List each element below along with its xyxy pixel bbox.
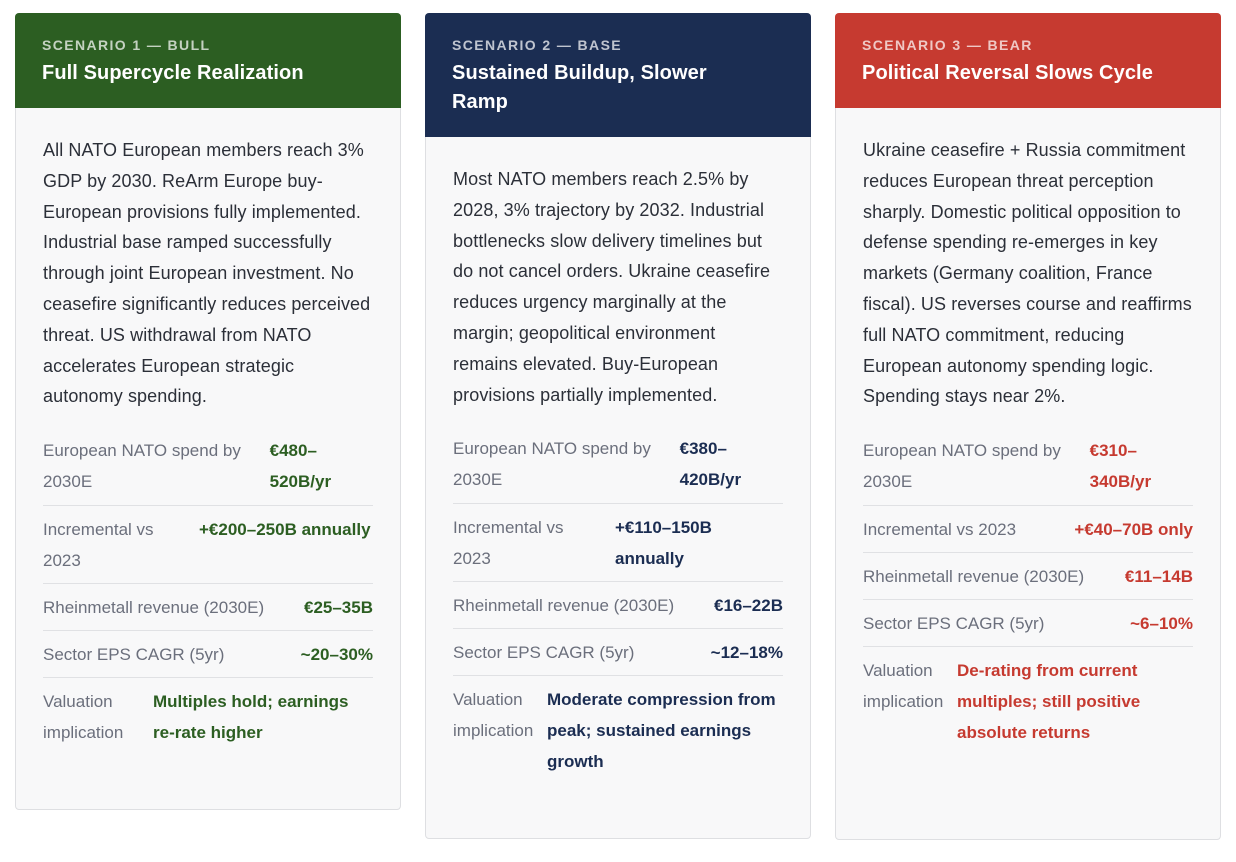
metric-row-spend	[863, 433, 1193, 506]
metric-label: European NATO spend by 2030E	[863, 441, 1061, 492]
metric-label: Sector EPS CAGR (5yr)	[453, 643, 635, 663]
metric-value: ~20–30%	[300, 645, 373, 665]
scenario-eyebrow: SCENARIO 2 — BASE	[452, 37, 623, 53]
metric-row-revenue	[43, 584, 373, 631]
metrics-list	[43, 433, 373, 755]
scenario-description: Ukraine ceasefire + Russia commitment reduces European threat perception sharply. Domestic political opposition to defense spending re-emerges in key markets (Germany coalition, France fiscal). US reverses course and reaffirms full NATO commitment, reducing European autonomy spending logic. Spending stays near 2%.	[863, 140, 1192, 407]
metric-value: ~6–10%	[1130, 614, 1193, 634]
scenario-title: Sustained Buildup, Slower Ramp	[452, 62, 707, 113]
metric-value: +€40–70B only	[1074, 520, 1193, 540]
metric-value: Multiples hold; earnings re-rate higher	[153, 692, 349, 743]
metric-value: Moderate compression from peak; sustained earnings growth	[547, 690, 776, 772]
metric-row-revenue	[863, 553, 1193, 600]
metric-value: €310–340B/yr	[1089, 441, 1152, 492]
scenario-eyebrow: SCENARIO 1 — BULL	[42, 37, 211, 53]
metric-label: Rheinmetall revenue (2030E)	[43, 598, 265, 618]
metric-value: €480–520B/yr	[269, 441, 332, 492]
metric-label: Valuation implication	[863, 661, 944, 712]
metric-label: Rheinmetall revenue (2030E)	[863, 567, 1085, 587]
metric-value: De-rating from current multiples; still positive absolute returns	[957, 661, 1141, 743]
metric-row-incremental	[43, 506, 373, 584]
metric-row-valuation	[863, 647, 1193, 755]
scenario-eyebrow: SCENARIO 3 — BEAR	[862, 37, 1033, 53]
metric-label: European NATO spend by 2030E	[453, 439, 651, 490]
metric-value: +€110–150B annually	[615, 518, 712, 569]
metric-value: €16–22B	[713, 596, 783, 616]
scenario-card-base	[425, 13, 811, 839]
scenario-title: Full Supercycle Realization	[42, 62, 304, 84]
metric-label: Incremental vs 2023	[863, 520, 1017, 540]
metric-row-valuation	[453, 676, 783, 784]
scenario-description: All NATO European members reach 3% GDP by 2030. ReArm Europe buy-European provisions fully implemented. Industrial base ramped successfully through joint European investment. No ceasefire significantly reduces perceived threat. US withdrawal from NATO accelerates European strategic autonomy spending.	[43, 140, 371, 407]
metrics-list	[863, 433, 1193, 755]
metric-value: €380–420B/yr	[679, 439, 742, 490]
metric-row-eps	[453, 629, 783, 676]
metric-label: Incremental vs 2023	[453, 518, 564, 569]
metric-value: +€200–250B annually	[199, 520, 371, 540]
scenario-header	[425, 13, 811, 137]
metrics-list	[453, 431, 783, 784]
metric-row-spend	[43, 433, 373, 506]
metric-row-spend	[453, 431, 783, 504]
metric-label: Valuation implication	[43, 692, 124, 743]
metric-label: Valuation implication	[453, 690, 534, 741]
metric-label: European NATO spend by 2030E	[43, 441, 241, 492]
metric-label: Sector EPS CAGR (5yr)	[863, 614, 1045, 634]
scenario-body	[426, 137, 810, 784]
scenario-body	[16, 108, 400, 755]
metric-row-incremental	[863, 506, 1193, 553]
metric-row-valuation	[43, 678, 373, 755]
scenario-header	[835, 13, 1221, 108]
metric-label: Rheinmetall revenue (2030E)	[453, 596, 675, 616]
scenario-header	[15, 13, 401, 108]
metric-value: €11–14B	[1124, 567, 1193, 587]
scenario-card-bear	[835, 13, 1221, 840]
scenario-card-bull	[15, 13, 401, 810]
metric-value: €25–35B	[303, 598, 373, 618]
metric-value: ~12–18%	[710, 643, 783, 663]
metric-row-revenue	[453, 582, 783, 629]
metric-label: Sector EPS CAGR (5yr)	[43, 645, 225, 665]
metric-row-eps	[43, 631, 373, 678]
metric-label: Incremental vs 2023	[43, 520, 154, 571]
metric-row-incremental	[453, 504, 783, 582]
scenario-title: Political Reversal Slows Cycle	[862, 62, 1153, 84]
scenario-description: Most NATO members reach 2.5% by 2028, 3% trajectory by 2032. Industrial bottlenecks slow delivery timelines but do not cancel orders. Ukraine ceasefire reduces urgency marginally at the margin; geopolitical environment remains elevated. Buy-European provisions partially implemented.	[453, 169, 771, 405]
scenario-body	[836, 108, 1220, 755]
metric-row-eps	[863, 600, 1193, 647]
